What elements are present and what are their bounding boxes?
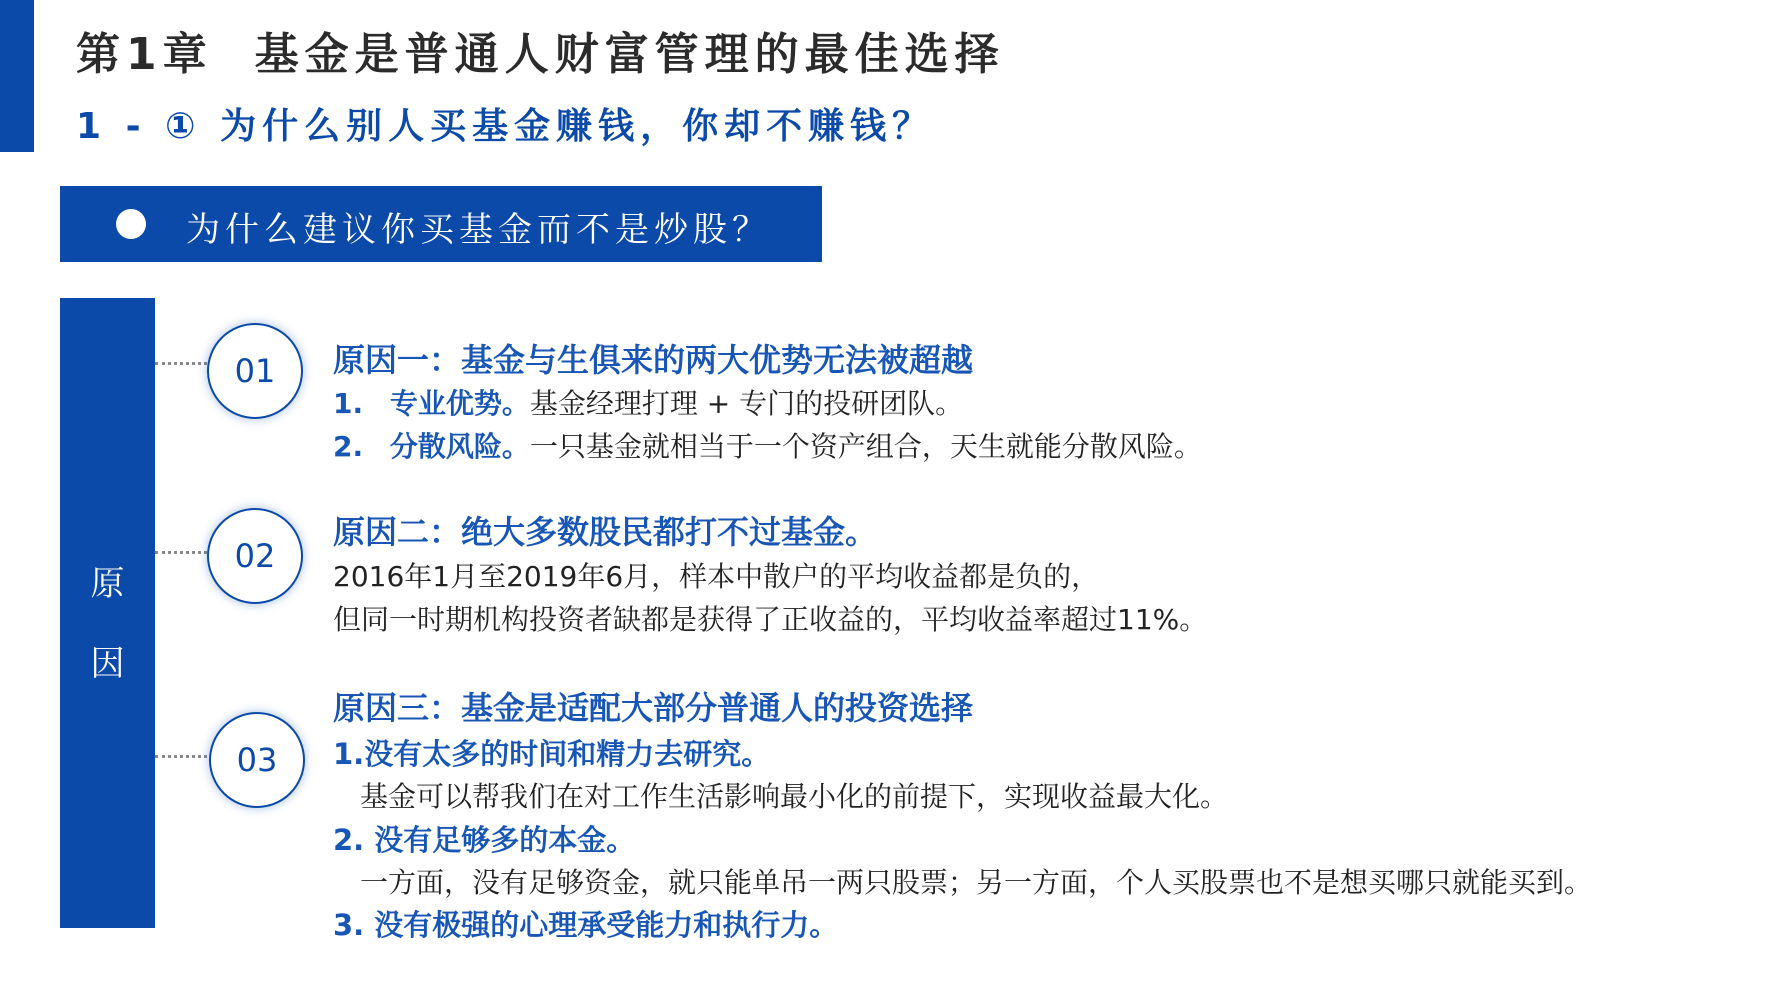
point-index: 1. [333,387,364,420]
section-title: 1 - ① 为什么别人买基金赚钱，你却不赚钱？ [76,106,935,147]
reason-number-circle-3: 03 [209,712,305,808]
point-highlight: 专业优势。 [389,387,530,420]
reason-3-title: 原因三：基金是适配大部分普通人的投资选择 [333,689,974,727]
reason-1-title: 原因一：基金与生俱来的两大优势无法被超越 [333,341,974,379]
reason-3-item-2-detail: 一方面，没有足够资金，就只能单吊一两只股票；另一方面，个人买股票也不是想买哪只就能买到。 [360,866,1593,899]
reason-number-circle-1: 01 [207,323,303,419]
chapter-title-text: 基金是普通人财富管理的最佳选择 [254,29,1005,80]
point-highlight: 分散风险。 [389,430,530,463]
reason-3-item-1-detail: 基金可以帮我们在对工作生活影响最小化的前提下，实现收益最大化。 [360,780,1229,813]
connector-line-3 [155,755,207,758]
side-label-char-2: 因 [90,644,125,684]
reason-1-point-1 [333,382,963,422]
header-accent-bar [0,0,34,152]
point-text: 一只基金就相当于一个资产组合，天生就能分散风险。 [529,430,1202,463]
question-banner [60,186,822,262]
reason-number-circle-2: 02 [207,508,303,604]
reason-3-item-2-heading: 2. 没有足够多的本金。 [333,823,636,857]
connector-line-2 [155,551,207,554]
side-label-char-1: 原 [90,564,125,604]
banner-question: 为什么建议你买基金而不是炒股？ [186,210,771,250]
reason-3-item-1-heading: 1.没有太多的时间和精力去研究。 [333,737,771,771]
reason-2-line-1: 2016年1月至2019年6月，样本中散户的平均收益都是负的， [333,560,1100,593]
chapter-label: 第1章 [76,29,213,80]
reason-2-title: 原因二：绝大多数股民都打不过基金。 [333,513,878,551]
bullet-dot-icon [116,209,146,239]
point-text: 基金经理打理 + 专门的投研团队。 [529,387,964,420]
reason-1-point-2 [333,425,1202,465]
chapter-title [76,18,1005,82]
point-index: 2. [333,430,364,463]
connector-line-1 [155,362,207,365]
reason-3-item-3-heading: 3. 没有极强的心理承受能力和执行力。 [333,908,839,942]
reason-side-bar [60,298,155,928]
reason-2-line-2: 但同一时期机构投资者缺都是获得了正收益的，平均收益率超过11%。 [333,603,1208,636]
